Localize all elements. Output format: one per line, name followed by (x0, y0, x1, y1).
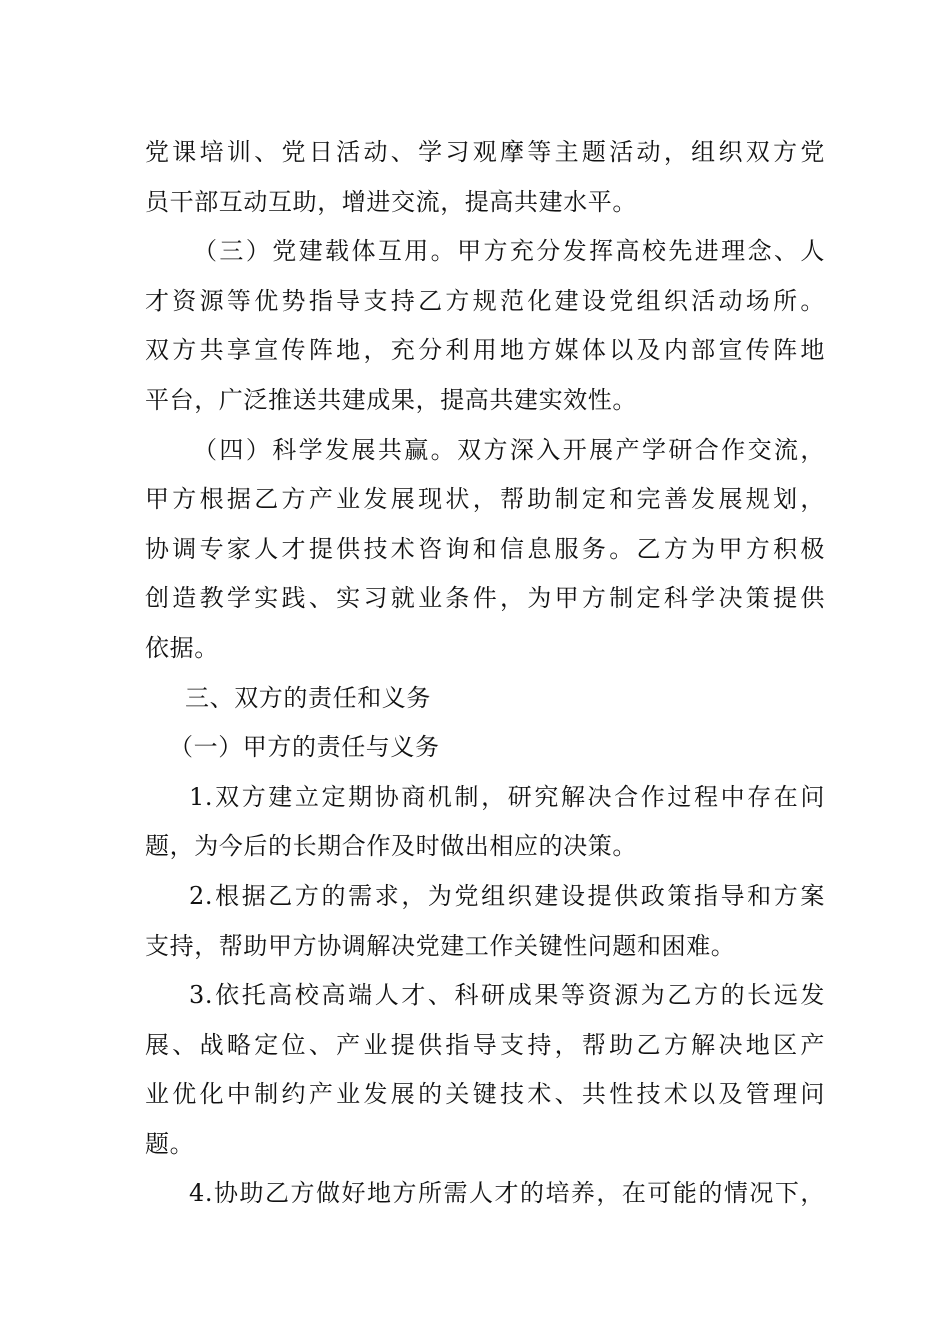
section-heading (145, 674, 825, 724)
body-text (145, 128, 825, 1219)
text-line: 协调专家人才提供技术咨询和信息服务。乙方为甲方积极 (145, 534, 825, 563)
text-line: （四）科学发展共赢。双方深入开展产学研合作交流， (193, 435, 825, 464)
subsection-heading (145, 723, 825, 773)
list-item-4 (145, 1169, 825, 1219)
list-item-2 (145, 872, 825, 971)
text-line: 1.双方建立定期协商机制，研究解决合作过程中存在问 (189, 782, 825, 811)
text-line: 员干部互动互助，增进交流，提高共建水平。 (145, 187, 637, 216)
paragraph-continuation (145, 128, 825, 227)
text-line: 2.根据乙方的需求，为党组织建设提供政策指导和方案 (189, 881, 825, 910)
text-line: 才资源等优势指导支持乙方规范化建设党组织活动场所。 (145, 286, 825, 315)
text-line: 三、双方的责任和义务 (185, 683, 431, 712)
paragraph-carrier-sharing (145, 227, 825, 425)
text-line: 题。 (145, 1129, 195, 1158)
paragraph-scientific-development (145, 426, 825, 674)
text-line: 平台，广泛推送共建成果，提高共建实效性。 (145, 385, 637, 414)
text-line: 4.协助乙方做好地方所需人才的培养，在可能的情况下， (189, 1179, 825, 1208)
text-line: 支持，帮助甲方协调解决党建工作关键性问题和困难。 (145, 931, 736, 960)
text-line: 党课培训、党日活动、学习观摩等主题活动，组织双方党 (145, 138, 825, 166)
text-line: 题，为今后的长期合作及时做出相应的决策。 (145, 832, 637, 861)
list-item-1 (145, 773, 825, 872)
text-line: （三）党建载体互用。甲方充分发挥高校先进理念、人 (193, 237, 825, 266)
text-line: 双方共享宣传阵地，充分利用地方媒体以及内部宣传阵地 (145, 336, 825, 365)
text-line: 甲方根据乙方产业发展现状，帮助制定和完善发展规划， (145, 485, 825, 514)
text-line: 展、战略定位、产业提供指导支持，帮助乙方解决地区产 (145, 1030, 825, 1059)
text-line: 业优化中制约产业发展的关键技术、共性技术以及管理问 (145, 1080, 825, 1109)
text-line: 创造教学实践、实习就业条件，为甲方制定科学决策提供 (145, 584, 825, 613)
list-item-3 (145, 971, 825, 1169)
text-line: 3.依托高校高端人才、科研成果等资源为乙方的长远发 (189, 981, 825, 1010)
text-line: 依据。 (145, 633, 219, 662)
text-line: （一）甲方的责任与义务 (169, 733, 440, 762)
